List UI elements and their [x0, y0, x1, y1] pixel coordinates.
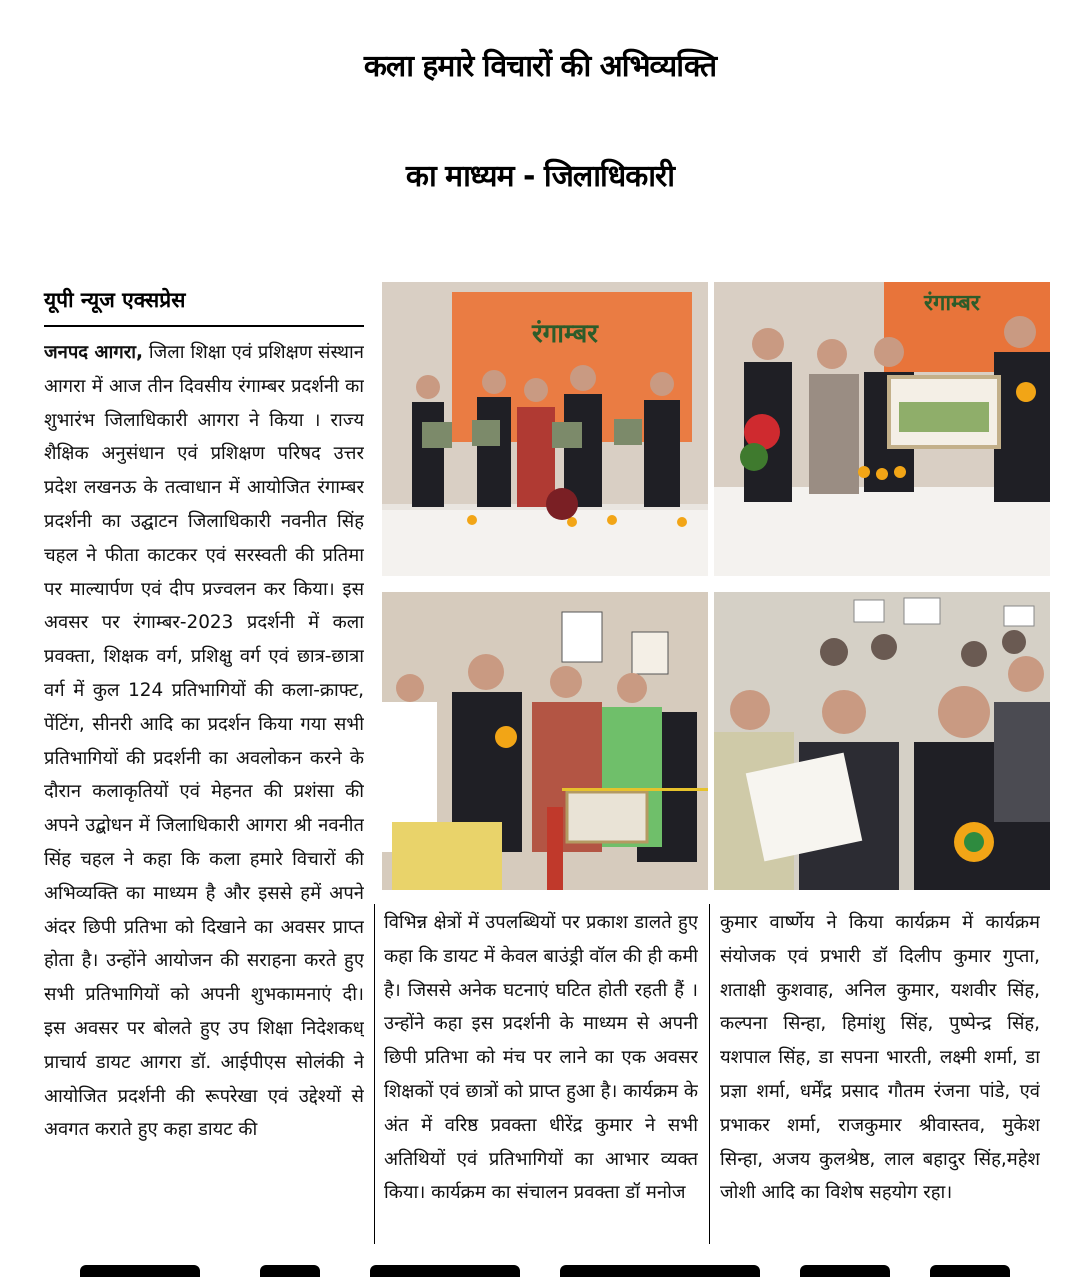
headline-line-1: कला हमारे विचारों की अभिव्यक्ति — [363, 49, 717, 84]
article-column-1-text: जिला शिक्षा एवं प्रशिक्षण संस्थान आगरा में आज तीन दिवसीय रंगाम्बर प्रदर्शनी का शुभारंभ जिलाधिकारी आगरा ने किया । राज्य शैक्षिक अनुसंधान एवं प्रशिक्षण परिषद उत्तर प्रदेश लखनऊ के तत्वाधान में आयोजित रंगाम्बर प्रदर्शनी का उद्घाटन जिलाधिकारी नवनीत सिंह चहल ने फीता काटकर एवं सरस्वती की प्रतिमा पर माल्यार्पण एवं दीप प्रज्वलन कर किया। इस अवसर पर रंगाम्बर-2023 प्रदर्शनी में कला प्रवक्ता, शिक्षक वर्ग, प्रशिक्षु वर्ग एवं छात्र-छात्रा वर्ग में कुल 124 प्रतिभागियों की कला-क्राफ्ट, पेंटिंग, सीनरी आदि का प्रदर्शन किया गया सभी प्रतिभागियों की प्रदर्शनी का अवलोकन करने के दौरान कलाकृतियों एवं मेहनत की प्रशंसा की अपने उद्बोधन में जिलाधिकारी आगरा श्री नवनीत सिंह चहल ने कहा कि कला हमारे विचारों की अभिव्यक्ति का माध्यम है और इससे हमें अपने अंदर छिपी प्रतिभा को दिखाने का अवसर प्राप्त होता है। उन्होंने आयोजन की सराहना करते हुए सभी प्रतिभागियों को अपनी शुभकामनाएं दी। इस अवसर पर बोलते हुए उप शिक्षा निदेशकध् प्राचार्य डायट आगरा डॉ. आईपीएस सोलंकी ने आयोजित प्रदर्शनी की रूपरेखा एवं उद्देश्यों से अवगत कराते हुए कहा डायट की — [44, 342, 364, 1141]
next-headline-cropped — [40, 1262, 1050, 1277]
photo-exhibition-viewing — [382, 592, 708, 890]
photo-crowd-certificate — [714, 592, 1050, 890]
column-divider-1 — [374, 904, 375, 1244]
article-column-2: विभिन्न क्षेत्रों में उपलब्धियों पर प्रकाश डालते हुए कहा कि डायट में केवल बाउंड्री वॉल की ही कमी है। जिससे अनेक घटनाएं घटित होती रहती हैं । उन्होंने कहा इस प्रदर्शनी के माध्यम से अपनी छिपी प्रतिभा को मंच पर लाने का एक अवसर शिक्षकों एवं छात्रों को प्राप्त हुआ है। कार्यक्रम के अंत में वरिष्ठ प्रवक्ता धीरेंद्र कुमार ने सभी अतिथियों एवं प्रतिभागियों का आभार व्यक्त किया। कार्यक्रम का संचालन प्रवक्ता डॉ मनोज — [384, 912, 698, 1204]
photo-painting-presentation — [714, 282, 1050, 576]
column-divider-2 — [709, 904, 710, 1244]
article-column-1 — [44, 336, 364, 1241]
article-column-3: कुमार वार्ष्णेय ने किया कार्यक्रम में कार्यक्रम संयोजक एवं प्रभारी डॉ दिलीप कुमार गुप्ता, शताक्षी कुशवाह, अनिल कुमार, यशवीर सिंह, कल्पना सिन्हा, हिमांशु सिंह, पुष्पेन्द्र सिंह, यशपाल सिंह, डा सपना भारती, लक्ष्मी शर्मा, डा प्रज्ञा शर्मा, धर्मेंद्र प्रसाद गौतम रंजना पांडे, एवं प्रभाकर शर्मा, राजकुमार श्रीवास्तव, मुकेश सिन्हा, अजय कुलश्रेष्ठ, लाल बहादुर सिंह,महेश जोशी आदि का विशेष सहयोग रहा। — [720, 912, 1040, 1204]
article-dateline: जनपद आगरा, — [44, 342, 143, 363]
headline-line-2: का माध्यम - जिलाधिकारी — [405, 159, 675, 194]
banner-text: रंगाम्बर — [532, 319, 598, 349]
photo-book-launch — [382, 282, 708, 576]
byline: यूपी न्यूज एक्सप्रेस — [44, 288, 186, 312]
byline-rule — [44, 325, 364, 327]
banner-text-2: रंगाम्बर — [924, 291, 980, 316]
